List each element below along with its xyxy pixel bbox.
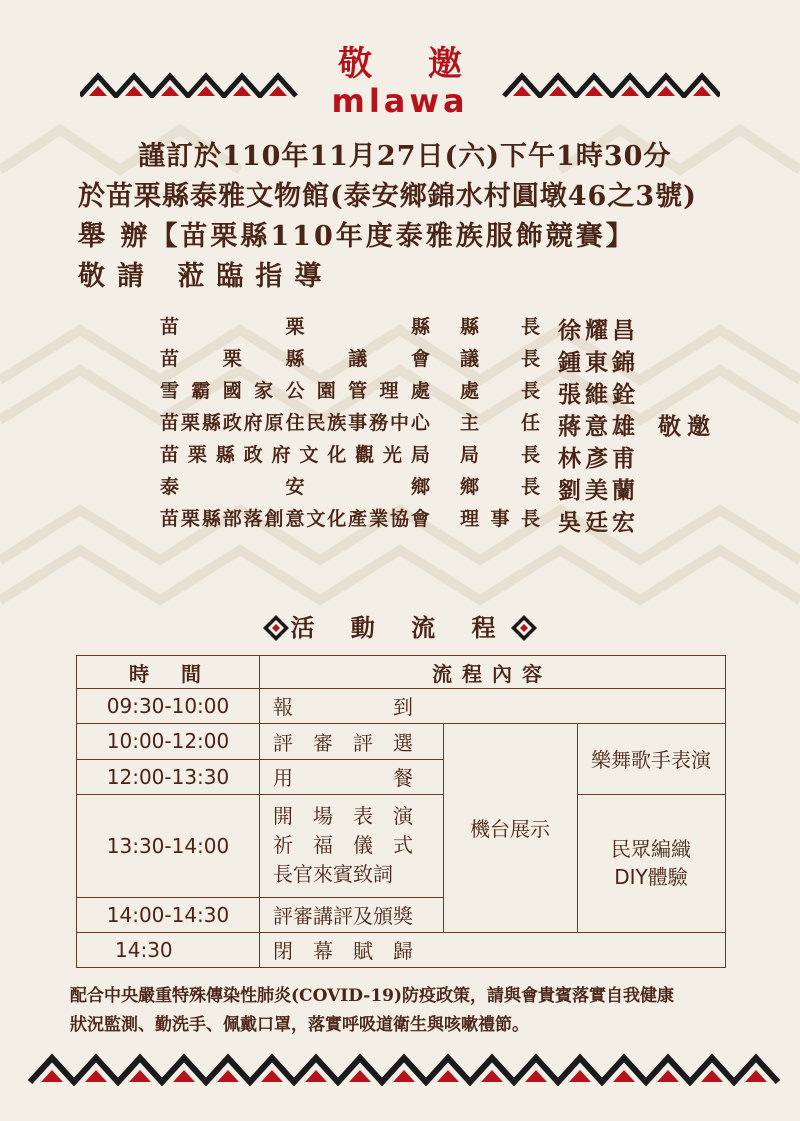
invitation-closing-line: 敬請 蒞臨指導 [78, 261, 334, 292]
time-cell: 12:00-13:30 [106, 764, 230, 789]
time-cell: 13:30-14:00 [106, 833, 230, 858]
machine-display-cell: 機台展示 [470, 817, 550, 841]
host-name: 張維銓 [558, 381, 639, 408]
host-organization: 苗 栗 縣 部 落 創 意 文 化 產 業 協 會 [160, 508, 430, 530]
content-cell: 閉 幕 賦 歸 [273, 939, 413, 963]
music-performance-cell: 樂舞歌手表演 [591, 748, 711, 772]
content-cell: 報 到 [273, 695, 413, 719]
host-name: 吳廷宏 [558, 509, 639, 536]
host-organization: 雪 霸 國 家 公 園 管 理 處 [160, 380, 430, 402]
content-line: 祈 福 儀 式 [273, 833, 413, 857]
host-organization: 苗 栗 縣 議 會 [160, 348, 430, 370]
title-chinese: 敬 邀 [338, 44, 484, 84]
time-cell: 14:00-14:30 [106, 902, 230, 927]
header-time: 時 間 [129, 661, 207, 686]
host-position: 鄉 長 [460, 476, 540, 498]
zigzag-bottom-ornament [0, 1052, 800, 1086]
content-cell: 用 餐 [273, 766, 413, 790]
title-atayal: mlawa [331, 82, 469, 120]
content-cell: 評審講評及頒獎 [273, 904, 413, 928]
host-organization: 泰 安 鄉 [160, 476, 430, 498]
host-organization: 苗 栗 縣 [160, 316, 430, 338]
notice-line: 配合中央嚴重特殊傳染性肺炎(COVID-19)防疫政策，請與會貴賓落實自我健康 [70, 986, 675, 1006]
host-position: 局 長 [460, 444, 540, 466]
weaving-line: DIY體驗 [614, 865, 688, 889]
time-cell: 09:30-10:00 [106, 693, 230, 718]
host-organization: 苗 栗 縣 政 府 原 住 民 族 事 務 中 心 [160, 412, 430, 434]
time-cell: 14:30 [115, 937, 173, 962]
host-organization: 苗 栗 縣 政 府 文 化 觀 光 局 [160, 444, 430, 466]
weaving-line: 民眾編織 [611, 837, 691, 861]
time-cell: 10:00-12:00 [106, 729, 230, 753]
schedule-table [76, 655, 726, 968]
weaving-experience-cell [577, 794, 725, 932]
header-content: 流程內容 [432, 661, 552, 686]
notice-line: 狀況監測、勤洗手、佩戴口罩，落實呼吸道衛生與咳嗽禮節。 [70, 1015, 529, 1035]
content-cell: 評 審 評 選 [273, 730, 413, 755]
host-position: 處 長 [460, 380, 540, 402]
host-position: 議 長 [460, 348, 540, 370]
invitation-venue-line: 於苗栗縣泰雅文物館(泰安鄉錦水村圓墩46之3號) [78, 181, 697, 212]
host-position: 主 任 [460, 412, 540, 434]
host-name: 劉美蘭 [558, 477, 639, 504]
invitation-date-line: 謹訂於110年11月27日(六)下午1時30分 [138, 141, 672, 172]
invite-signature: 敬邀 [658, 413, 716, 440]
schedule-title: 活 動 流 程 [290, 613, 510, 642]
content-line: 開 場 表 演 [273, 804, 413, 828]
host-name: 徐耀昌 [558, 317, 639, 344]
invitation-event-line: 舉 辦【苗栗縣110年度泰雅族服飾競賽】 [78, 221, 636, 252]
host-position: 縣 長 [460, 316, 540, 338]
diamond-right-icon [510, 614, 538, 642]
host-name: 林彥甫 [558, 445, 639, 472]
host-name: 鍾東錦 [558, 349, 639, 376]
content-cell-multi [273, 794, 443, 897]
host-name: 蔣意雄 [558, 413, 639, 440]
covid-notice [70, 982, 750, 1040]
content-line: 長官來賓致詞 [273, 862, 393, 886]
host-position: 理 事 長 [460, 508, 540, 530]
